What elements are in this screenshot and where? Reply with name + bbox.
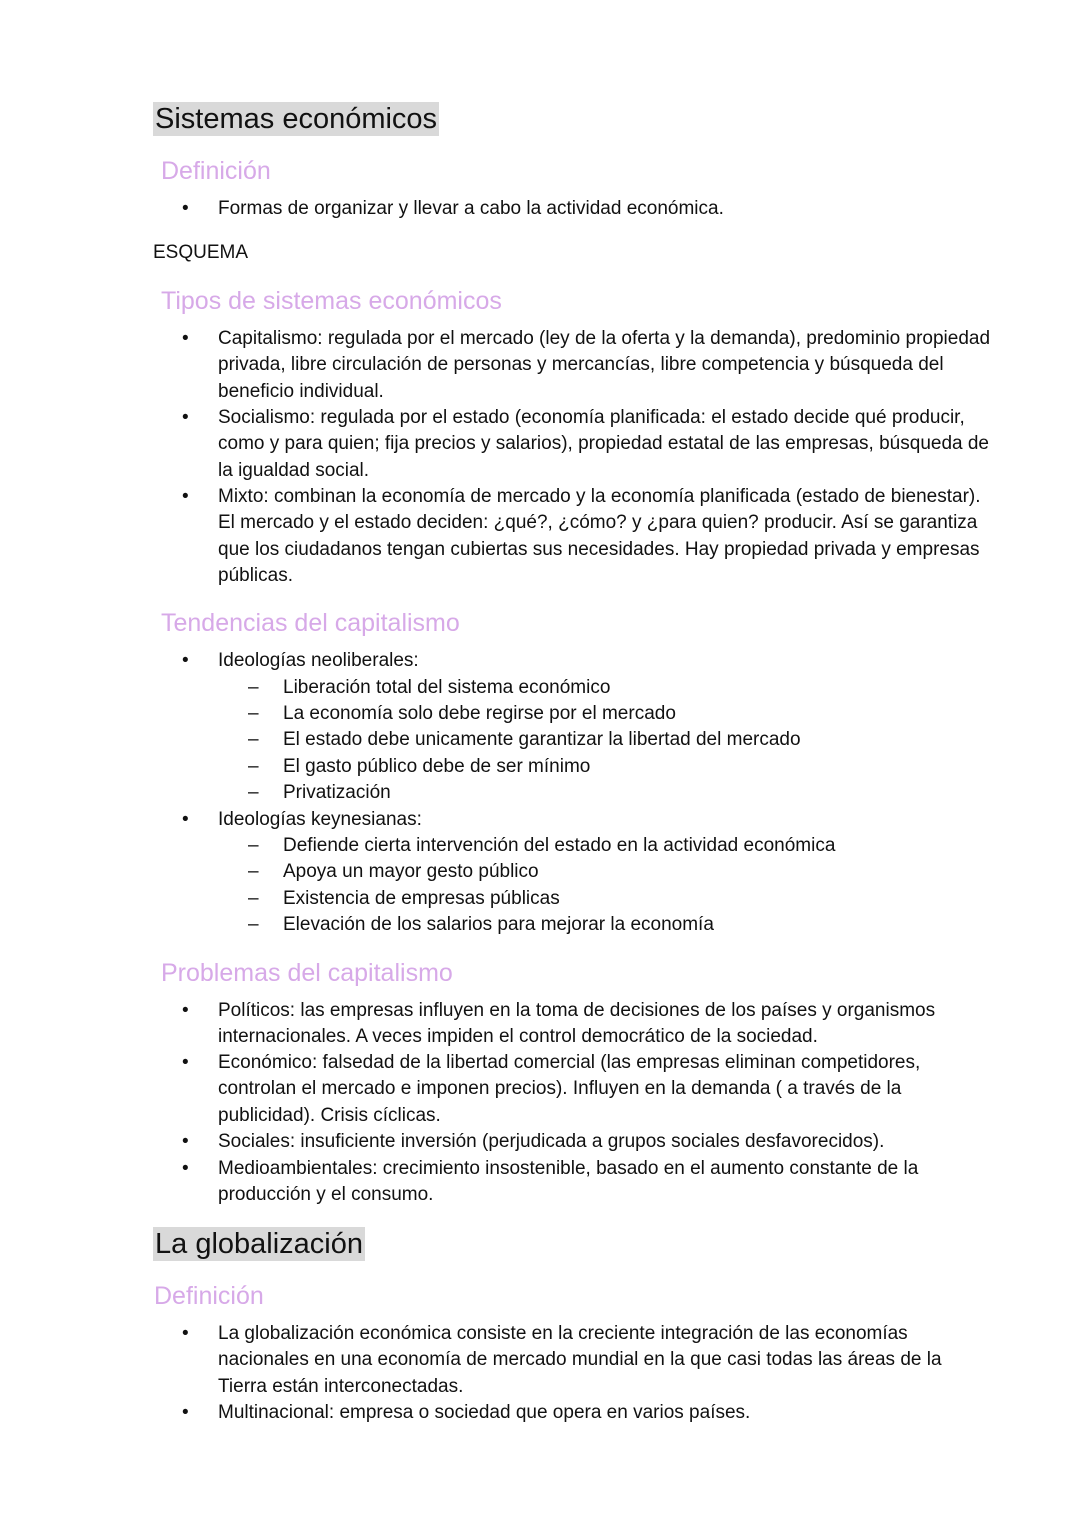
list-item-text: Formas de organizar y llevar a cabo la actividad económica. xyxy=(218,198,724,219)
list-item-text: Ideologías keynesianas: xyxy=(218,809,422,830)
dash: – xyxy=(248,835,259,856)
list-item-text: La globalización económica consiste en la creciente integración de las economías nacionales en una economía de mercado mundial en la que casi todas las áreas de la Tierra están interconectadas. xyxy=(218,1323,942,1397)
list-item-text: Sociales: insuficiente inversión (perjudicada a grupos sociales desfavorecidos). xyxy=(218,1131,885,1152)
dash: – xyxy=(248,888,259,909)
list-item-text: Políticos: las empresas influyen en la toma de decisiones de los países y organismos internacionales. A veces impiden el control democrático de la sociedad. xyxy=(218,1000,936,1048)
sub-list-item-text: Elevación de los salarios para mejorar la economía xyxy=(283,914,714,935)
dash: – xyxy=(248,677,259,698)
list-item-text: Medioambientales: crecimiento insostenible, basado en el aumento constante de la producción y el consumo. xyxy=(218,1158,919,1206)
sub-list-item-text: El estado debe unicamente garantizar la libertad del mercado xyxy=(283,729,801,750)
bullet: • xyxy=(182,486,189,507)
list-item-text: Socialismo: regulada por el estado (economía planificada: el estado decide qué producir, como y para quien; fija precios y salarios), propiedad estatal de las empresas, búsqueda de la igualdad social. xyxy=(218,407,989,481)
sub-list-item-text: Defiende cierta intervención del estado en la actividad económica xyxy=(283,835,836,856)
bullet: • xyxy=(182,1323,189,1344)
heading-tendencias: Tendencias del capitalismo xyxy=(161,609,460,637)
bullet: • xyxy=(182,650,189,671)
dash: – xyxy=(248,729,259,750)
heading-definicion: Definición xyxy=(161,157,271,185)
bullet: • xyxy=(182,407,189,428)
sub-list-item-text: Existencia de empresas públicas xyxy=(283,888,560,909)
bullet: • xyxy=(182,1402,189,1423)
list-item-text: Capitalismo: regulada por el mercado (ley de la oferta y la demanda), predominio propiedad privada, libre circulación de personas y mercancías, libre competencia y búsqueda del beneficio individual. xyxy=(218,328,991,402)
bullet: • xyxy=(182,1052,189,1073)
sub-list-item-text: Apoya un mayor gesto público xyxy=(283,861,539,882)
list-item-text: Mixto: combinan la economía de mercado y la economía planificada (estado de bienestar). El mercado y el estado deciden: ¿qué?, ¿cómo? y ¿para quien? producir. Así se garantiza que los ciudadanos tengan cubiertas sus necesidades. Hay propiedad privada y empresas públicas. xyxy=(218,486,981,587)
sub-list-item-text: La economía solo debe regirse por el mercado xyxy=(283,703,676,724)
bullet: • xyxy=(182,1158,189,1179)
heading-definicion-globalizacion: Definición xyxy=(154,1282,264,1310)
sub-list-item-text: Liberación total del sistema económico xyxy=(283,677,611,698)
bullet: • xyxy=(182,328,189,349)
dash: – xyxy=(248,861,259,882)
list-item-text: Ideologías neoliberales: xyxy=(218,650,419,671)
dash: – xyxy=(248,756,259,777)
sub-list-item-text: El gasto público debe de ser mínimo xyxy=(283,756,591,777)
list-item-text: Multinacional: empresa o sociedad que opera en varios países. xyxy=(218,1402,751,1423)
sub-list-item-text: Privatización xyxy=(283,782,391,803)
heading-tipos: Tipos de sistemas económicos xyxy=(161,287,502,315)
bullet: • xyxy=(182,809,189,830)
bullet: • xyxy=(182,198,189,219)
section-title-sistemas: Sistemas económicos xyxy=(155,103,438,135)
heading-problemas: Problemas del capitalismo xyxy=(161,959,453,987)
dash: – xyxy=(248,914,259,935)
list-item-text: Económico: falsedad de la libertad comercial (las empresas eliminan competidores, controlan el mercado e imponen precios). Influyen en la demanda ( a través de la publicidad). Crisis cíclicas. xyxy=(218,1052,921,1126)
bullet: • xyxy=(182,1131,189,1152)
section-title-globalizacion: La globalización xyxy=(155,1228,363,1260)
dash: – xyxy=(248,703,259,724)
bullet: • xyxy=(182,1000,189,1021)
esquema-label: ESQUEMA xyxy=(153,242,249,263)
dash: – xyxy=(248,782,259,803)
